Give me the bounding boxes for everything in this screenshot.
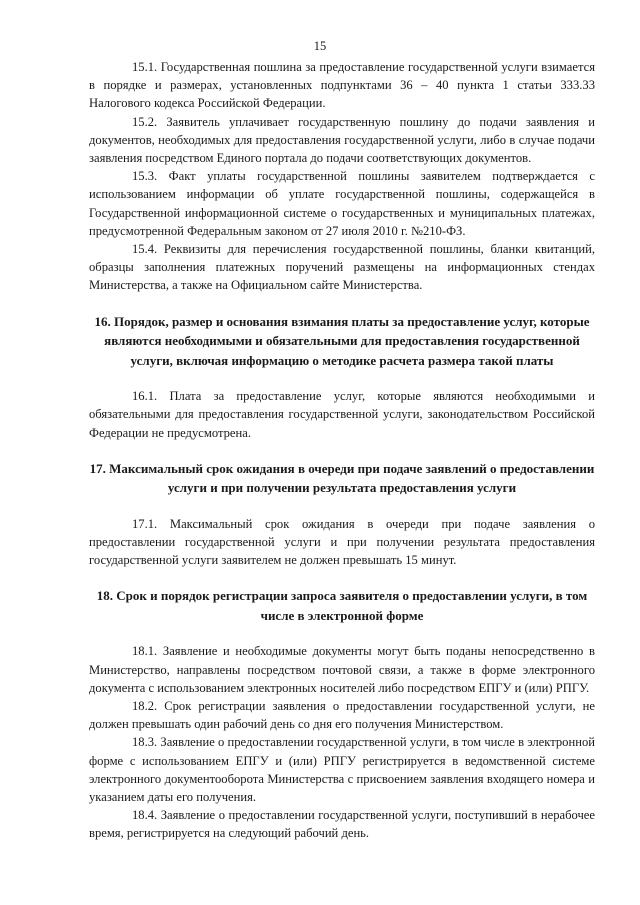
- paragraph-15-4: 15.4. Реквизиты для перечисления государственной пошлины, бланки квитанций, образцы заполнения платежных поручений размещены на информационных стендах Министерства, а также на Официальном сайте Министерства.: [89, 242, 595, 293]
- section-heading-16: 16. Порядок, размер и основания взимания платы за предоставление услуг, которые являются необходимыми и обязательными для предоставления государственной услуги, включая информацию о методике расчета размера такой платы: [94, 313, 590, 368]
- paragraph-18-3: 18.3. Заявление о предоставлении государственной услуги, в том числе в электронной форме с использованием ЕПГУ и (или) РПГУ регистрируется в ведомственной системе электронного документооборота Министерства с присвоением заявления входящего номера и указанием даты его получения.: [89, 735, 595, 804]
- section-18: [89, 586, 595, 842]
- paragraph-16-1: 16.1. Плата за предоставление услуг, которые являются необходимыми и обязательными для предоставления государственной услуги, законодательством Российской Федерации не предусмотрена.: [89, 389, 595, 440]
- section-16: [89, 312, 595, 442]
- section-heading-17: 17. Максимальный срок ожидания в очереди при подаче заявлений о предоставлении услуги и при получении результата предоставления услуги: [89, 460, 595, 496]
- paragraph-18-2: 18.2. Срок регистрации заявления о предоставлении государственной услуги, не должен превышать один рабочий день со дня его получения Министерством.: [89, 698, 595, 732]
- page-number: 15: [313, 39, 327, 53]
- paragraph-18-1: 18.1. Заявление и необходимые документы могут быть поданы непосредственно в Министерство, направлены посредством почтовой связи, а также в форме электронного документа с использованием электронных носителей либо посредством ЕПГУ и (или) РПГУ.: [89, 644, 595, 695]
- section-15: [89, 58, 595, 295]
- paragraph-18-4: 18.4. Заявление о предоставлении государственной услуги, поступивший в нерабочее время, регистрируется на следующий рабочий день.: [89, 808, 595, 841]
- paragraph-17-1: 17.1. Максимальный срок ожидания в очереди при подаче заявления о предоставлении государственной услуги и при получении результата предоставления государственной услуги заявителем не должен превышать 15 минут.: [89, 516, 595, 568]
- paragraph-15-1: 15.1. Государственная пошлина за предоставление государственной услуги взимается в порядке и размерах, установленных подпунктами 36 – 40 пункта 1 статьи 333.33 Налогового кодекса Российской Федерации.: [89, 60, 595, 111]
- section-17: [89, 459, 595, 570]
- section-heading-18: 18. Срок и порядок регистрации запроса заявителя о предоставлении услуги, в том числе в электронной форме: [96, 588, 588, 623]
- paragraph-15-3: 15.3. Факт уплаты государственной пошлины заявителем подтверждается с использованием информации об уплате государственной пошлины, содержащейся в Государственной информационной системе о государственных и муниципальных платежах, предусмотренной Федеральным законом от 27 июля 2010 г. №210-ФЗ.: [89, 169, 595, 238]
- paragraph-15-2: 15.2. Заявитель уплачивает государственную пошлину до подачи заявления и документов, необходимых для предоставления государственной услуги, либо в случае подачи заявления посредством Единого портала до подачи соответствующих документов.: [89, 114, 595, 166]
- document-body: [89, 58, 595, 843]
